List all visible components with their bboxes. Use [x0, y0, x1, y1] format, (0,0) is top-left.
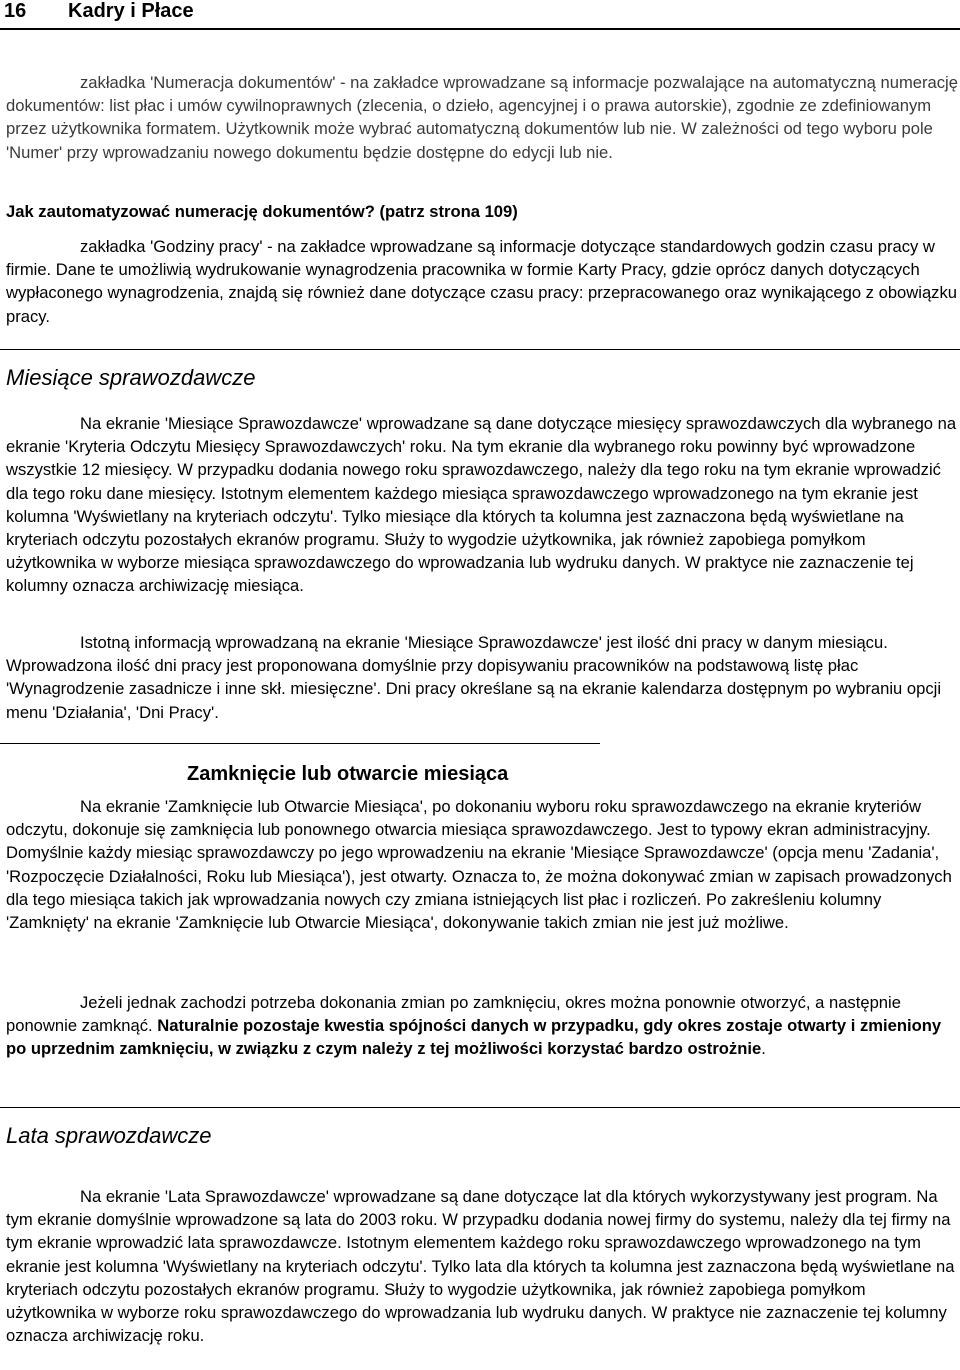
- section-rule: [0, 349, 960, 350]
- paragraph-zamkniecie-2: [6, 991, 958, 1061]
- page-number: 16: [4, 0, 27, 22]
- heading-miesiace-sprawozdawcze: Miesiące sprawozdawcze: [6, 365, 256, 390]
- heading-lata-sprawozdawcze: Lata sprawozdawcze: [6, 1123, 212, 1148]
- paragraph-lata-1: [6, 1185, 958, 1347]
- paragraph-zamkniecie-2-warning: Naturalnie pozostaje kwestia spójności danych w przypadku, gdy okres zostaje otwarty i zmieniony po uprzednim zamknięciu, w związku z czym należy z tej możliwości korzystać bardzo ostrożnie: [6, 1016, 942, 1059]
- paragraph-miesiace-2-text: Istotną informacją wprowadzaną na ekranie 'Miesiące Sprawozdawcze' jest ilość dni pracy w danym miesiącu. Wprowadzona ilość dni pracy jest proponowana domyślnie przy dopisywaniu pracowników na podstawową listę płac 'Wynagrodzenie zasadnicze i inne skł. miesięczne'. Dni pracy określane są na ekranie kalendarza dostępnym po wybraniu opcji menu 'Działania', 'Dni Pracy'.: [6, 633, 942, 722]
- page-reference: (patrz strona 109): [374, 202, 518, 221]
- paragraph-numeracja: [6, 71, 958, 164]
- heading-zamkniecie: Zamknięcie lub otwarcie miesiąca: [187, 763, 509, 785]
- paragraph-miesiace-2: [6, 631, 958, 724]
- automation-question: Jak zautomatyzować numerację dokumentów?: [6, 202, 375, 221]
- page-header: [0, 0, 960, 30]
- paragraph-zamkniecie-1: [6, 795, 958, 934]
- paragraph-automation-link: [6, 200, 958, 223]
- paragraph-miesiace-1-text: Na ekranie 'Miesiące Sprawozdawcze' wprowadzane są dane dotyczące miesięcy sprawozdawczych dla wybranego na ekranie 'Kryteria Odczytu Miesięcy Sprawozdawczych' roku. Na tym ekranie dla wybranego roku powinny być wprowadzone wszystkie 12 miesięcy. W przypadku dodania nowego roku sprawozdawczego, należy dla tego roku na tym ekranie wprowadzić dla tego roku dane miesięcy. Istotnym elementem każdego miesiąca sprawozdawczego wprowadzonego na tym ekranie jest kolumna 'Wyświetlany na kryteriach odczytu'. Tylko miesiące dla których ta kolumna jest zaznaczona będą wyświetlane na kryteriach odczytu pozostałych ekranów programu. Służy to wygodzie użytkownika, jak również zapobiega pomyłkom użytkownika w wyborze miesiąca sprawozdawczego do wprowadzania lub wydruku danych. W praktyce nie zaznaczenie tej kolumny oznacza archiwizację miesiąca.: [6, 414, 957, 596]
- section-rule-2: [0, 1107, 960, 1108]
- paragraph-godziny-text: zakładka 'Godziny pracy' - na zakładce wprowadzane są informacje dotyczące standardowych godzin czasu pracy w firmie. Dane te umożliwią wydrukowanie wynagrodzenia pracownika w formie Karty Pracy, gdzie oprócz danych dotyczących wypłaconego wynagrodzenia, znajdą się również dane dotyczące czasu pracy: przepracowanego oraz wynikającego z obowiązku pracy.: [6, 237, 957, 326]
- paragraph-zamkniecie-1-text: Na ekranie 'Zamknięcie lub Otwarcie Miesiąca', po dokonaniu wyboru roku sprawozdawczego na ekranie kryteriów odczytu, dokonuje się zamknięcia lub ponownego otwarcia miesiąca sprawozdawczego. Jest to typowy ekran administracyjny. Domyślnie każdy miesiąc sprawozdawczy po jego wprowadzeniu na ekranie 'Miesiące Sprawozdawcze' (opcja menu 'Zadania', 'Rozpoczęcie Działalności, Roku lub Miesiąca'), jest otwarty. Oznacza to, że można dokonywać zmian w zapisach prowadzonych dla tego miesiąca takich jak wprowadzania nowych czy zmiana istniejących list płac i rozliczeń. Po zakreśleniu kolumny 'Zamknięty' na ekranie 'Zamknięcie lub Otwarcie Miesiąca', dokonywanie takich zmian nie jest już możliwe.: [6, 797, 952, 933]
- paragraph-godziny: [6, 235, 958, 328]
- paragraph-lata-1-text: Na ekranie 'Lata Sprawozdawcze' wprowadzane są dane dotyczące lat dla których wykorzystywany jest program. Na tym ekranie domyślnie wprowadzone są lata do 2003 roku. W przypadku dodania nowej firmy do systemu, należy dla tej firmy na tym ekranie wprowadzić lata sprawozdawcze. Istotnym elementem każdego roku sprawozdawczego wprowadzonego na tym ekranie jest kolumna 'Wyświetlany na kryteriach odczytu'. Tylko lata dla których ta kolumna jest zaznaczona będą wyświetlane na kryteriach odczytu pozostałych ekranów programu. Służy to wygodzie użytkownika, jak również zapobiega pomyłkom użytkownika w wyborze roku sprawozdawczego do wprowadzania lub wydruku danych. W praktyce nie zaznaczenie tej kolumny oznacza archiwizację roku.: [6, 1187, 955, 1346]
- running-title: Kadry i Płace: [68, 0, 194, 22]
- subsection-rule: [0, 743, 600, 744]
- paragraph-miesiace-1: [6, 412, 958, 598]
- paragraph-zamkniecie-2-text: Jeżeli jednak zachodzi potrzeba dokonania zmian po zamknięciu, okres można ponownie otworzyć, a następnie ponownie zamknąć.: [6, 993, 901, 1036]
- paragraph-zamkniecie-2-end: .: [761, 1039, 766, 1059]
- paragraph-numeracja-text: zakładka 'Numeracja dokumentów' - na zakładce wprowadzane są informacje pozwalające na automatyczną numerację dokumentów: list płac i umów cywilnoprawnych (zlecenia, o dzieło, agencyjnej i o prawa autorskie), zgodnie ze zdefiniowanym przez użytkownika formatem. Użytkownik może wybrać automatyczną dokumentów lub nie. W zależności od tego wyboru pole 'Numer' przy wprowadzaniu nowego dokumentu będzie dostępne do edycji lub nie.: [6, 73, 958, 162]
